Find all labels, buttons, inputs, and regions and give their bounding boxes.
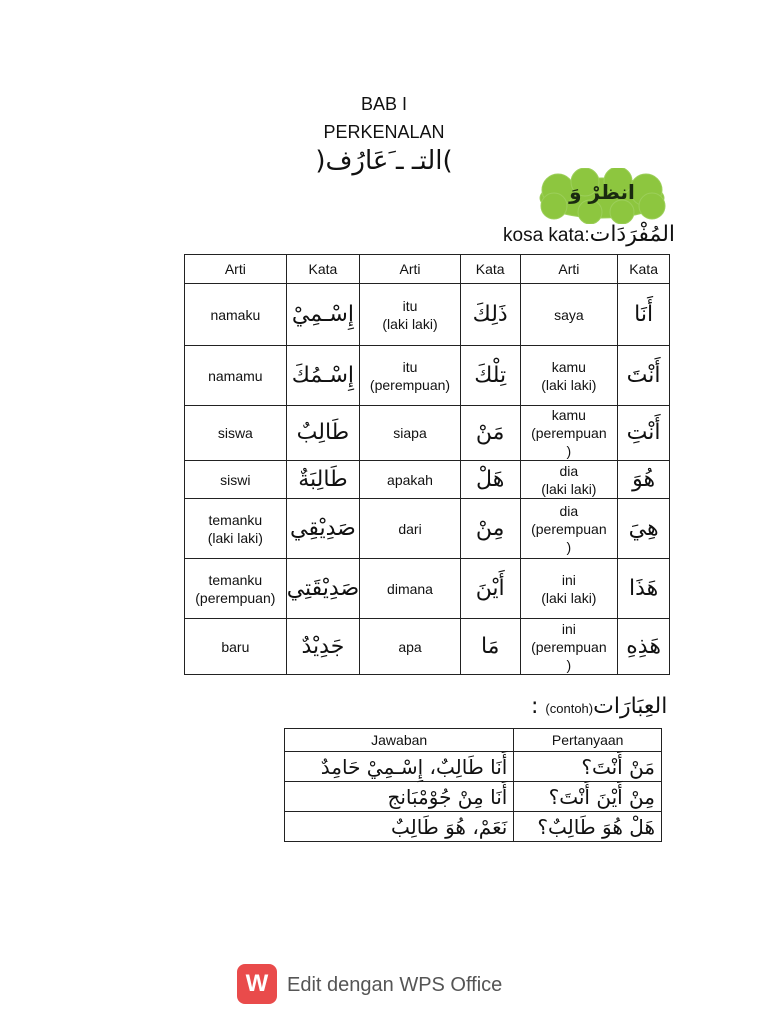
- chapter-title: PERKENALAN: [323, 122, 445, 142]
- wps-logo-icon: W: [237, 964, 277, 1004]
- kata-cell: طَالِبَةٌ: [286, 461, 359, 499]
- header-arti-3: Arti: [520, 255, 618, 284]
- header-kata-2: Kata: [460, 255, 520, 284]
- header-kata-3: Kata: [618, 255, 670, 284]
- table-row: [185, 559, 670, 619]
- pertanyaan-cell: هَلْ هُوَ طَالِبٌ؟: [514, 812, 662, 842]
- vocabulary-heading: [503, 222, 675, 247]
- arti-cell: namaku: [185, 284, 287, 346]
- arti-cell: baru: [185, 619, 287, 675]
- jawaban-cell: نَعَمْ، هُوَ طَالِبٌ: [285, 812, 514, 842]
- arti-cell: dia (perempuan ): [520, 499, 618, 559]
- pertanyaan-cell: مَنْ أَنْتَ؟: [514, 752, 662, 782]
- vocabulary-heading-latin: kosa kata:: [503, 225, 590, 246]
- chapter-title-arabic: )التـ ـ َعَارُف(: [315, 146, 453, 176]
- table-row: [285, 782, 662, 812]
- vocabulary-header-row: [185, 255, 670, 284]
- arti-cell: temanku (laki laki): [185, 499, 287, 559]
- cloud-text: انظرْ وَ: [569, 180, 635, 204]
- arti-cell: siswi: [185, 461, 287, 499]
- kata-cell: هَلْ: [460, 461, 520, 499]
- kata-cell: أَيْنَ: [460, 559, 520, 619]
- kata-cell: مِنْ: [460, 499, 520, 559]
- wps-edit-text[interactable]: Edit dengan WPS Office: [287, 974, 503, 996]
- jawaban-cell: أَنَا مِنْ جُوْمْبَانج: [285, 782, 514, 812]
- kata-cell: أَنْتَ: [618, 346, 670, 406]
- arti-cell: apakah: [360, 461, 461, 499]
- kata-cell: هَذَا: [618, 559, 670, 619]
- vocabulary-table: [184, 254, 670, 675]
- table-row: [185, 461, 670, 499]
- table-row: [185, 499, 670, 559]
- expressions-colon: :: [531, 694, 539, 719]
- kata-cell: طَالِبٌ: [286, 406, 359, 461]
- header-kata-1: Kata: [286, 255, 359, 284]
- kata-cell: مَنْ: [460, 406, 520, 461]
- arti-cell: siapa: [360, 406, 461, 461]
- kata-cell: ذَلِكَ: [460, 284, 520, 346]
- examples-table: [284, 728, 662, 842]
- kata-cell: مَا: [460, 619, 520, 675]
- arti-cell: dimana: [360, 559, 461, 619]
- expressions-heading-latin: (contoh): [545, 701, 594, 716]
- expressions-heading: [531, 694, 667, 719]
- table-row: [285, 752, 662, 782]
- kata-cell: هِيَ: [618, 499, 670, 559]
- header-arti-1: Arti: [185, 255, 287, 284]
- arti-cell: ini (laki laki): [520, 559, 618, 619]
- kata-cell: هُوَ: [618, 461, 670, 499]
- kata-cell: تِلْكَ: [460, 346, 520, 406]
- cloud-callout: [530, 168, 674, 224]
- header-arti-2: Arti: [360, 255, 461, 284]
- header-jawaban: Jawaban: [285, 729, 514, 752]
- pertanyaan-cell: مِنْ أَيْنَ أَنْتَ؟: [514, 782, 662, 812]
- kata-cell: صَدِيْقِي: [286, 499, 359, 559]
- kata-cell: جَدِيْدٌ: [286, 619, 359, 675]
- arti-cell: temanku (perempuan): [185, 559, 287, 619]
- arti-cell: dari: [360, 499, 461, 559]
- table-row: [285, 812, 662, 842]
- arti-cell: kamu (perempuan ): [520, 406, 618, 461]
- arti-cell: dia (laki laki): [520, 461, 618, 499]
- kata-cell: هَذِهِ: [618, 619, 670, 675]
- examples-header-row: [285, 729, 662, 752]
- kata-cell: أَنْتِ: [618, 406, 670, 461]
- table-row: [185, 284, 670, 346]
- vocabulary-heading-arabic: المُفْرَدَات: [589, 222, 676, 247]
- arti-cell: saya: [520, 284, 618, 346]
- arti-cell: namamu: [185, 346, 287, 406]
- arti-cell: itu (perempuan): [360, 346, 461, 406]
- table-row: [185, 619, 670, 675]
- kata-cell: إِسْـمِيْ: [286, 284, 359, 346]
- arti-cell: siswa: [185, 406, 287, 461]
- table-row: [185, 406, 670, 461]
- chapter-number: BAB I: [360, 94, 408, 114]
- table-row: [185, 346, 670, 406]
- jawaban-cell: أَنَا طَالِبٌ، إِسْـمِيْ حَامِدٌ: [285, 752, 514, 782]
- arti-cell: apa: [360, 619, 461, 675]
- arti-cell: ini (perempuan ): [520, 619, 618, 675]
- arti-cell: kamu (laki laki): [520, 346, 618, 406]
- kata-cell: أَنَا: [618, 284, 670, 346]
- arti-cell: itu (laki laki): [360, 284, 461, 346]
- header-pertanyaan: Pertanyaan: [514, 729, 662, 752]
- kata-cell: صَدِيْقَتِي: [286, 559, 359, 619]
- expressions-heading-arabic: العِبَارَات: [593, 694, 668, 719]
- kata-cell: إِسْـمُكَ: [286, 346, 359, 406]
